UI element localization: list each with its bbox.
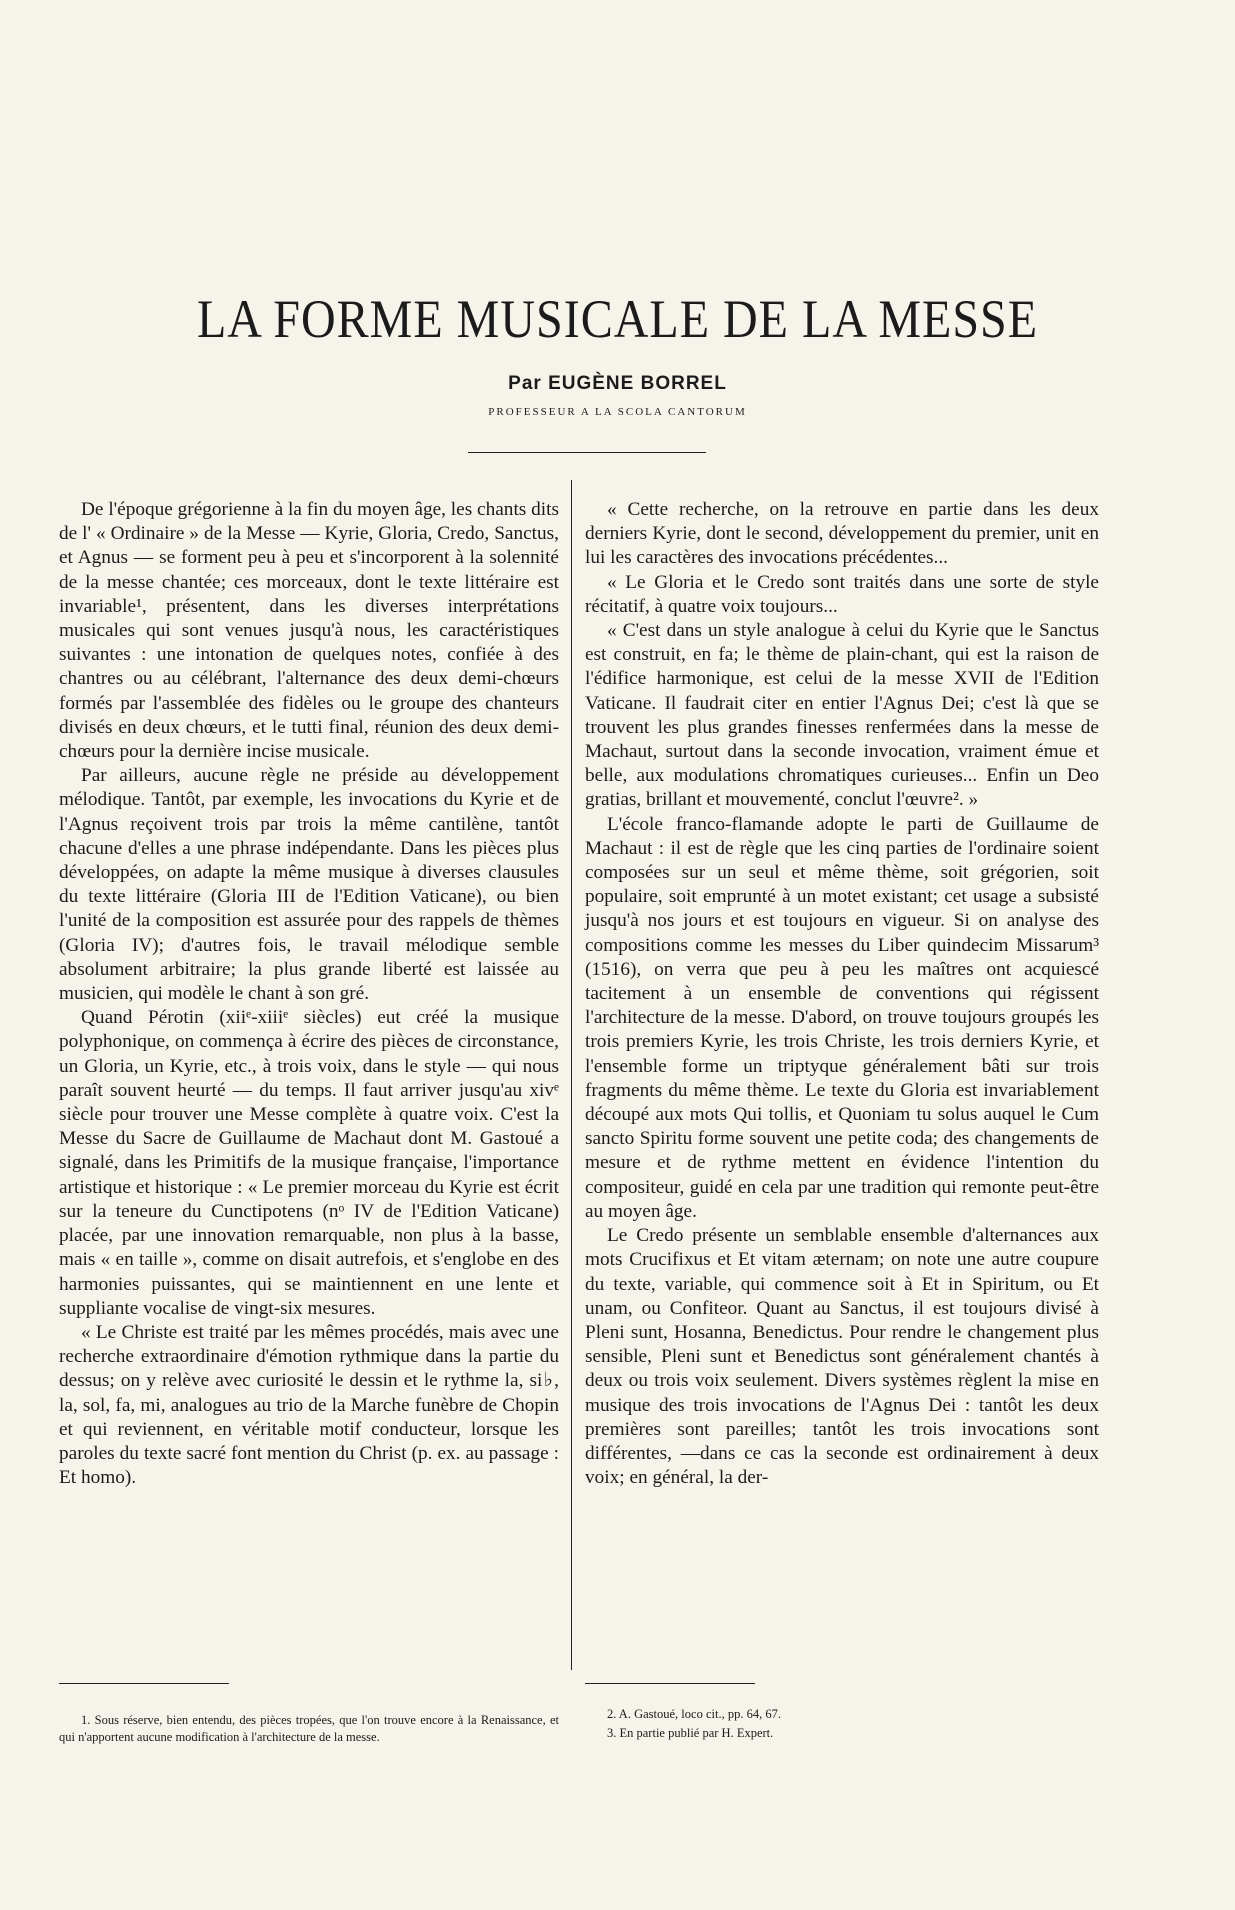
paragraph: De l'époque grégorienne à la fin du moyen âge, les chants dits de l' « Ordinaire » de la Messe — Kyrie, Gloria, Credo, Sanctus, et Agnus — se forment peu à peu et s'incorporent à la solennité de la messe chantée; ces morceaux, dont le texte littéraire est invariable¹, présentent, dans les diverses interprétations musicales qui sont venues jusqu'à nous, les caractéristiques suivantes : une intonation de quelques notes, confiée à des chantres ou au célébrant, l'alternance des deux demi-chœurs formés par l'assemblée des fidèles ou le groupe des chanteurs divisés en deux chœurs, et le tutti final, réunion des deux demi-chœurs pour la dernière incise musicale. <box>59 499 559 763</box>
article-title: LA FORME MUSICALE DE LA MESSE <box>196 289 1039 350</box>
footnote: 1. Sous réserve, bien entendu, des pièces tropées, que l'on trouve encore à la Renaissance, et qui n'apportent aucune modification à l'architecture de la messe. <box>59 1713 559 1744</box>
footnote-rule-left <box>59 1683 229 1684</box>
paragraph: « Le Gloria et le Credo sont traités dans une sorte de style récitatif, à quatre voix toujours... <box>585 571 1099 617</box>
column-divider <box>571 480 572 1670</box>
footnote-rule-right <box>585 1683 755 1684</box>
paragraph: L'école franco-flamande adopte le parti de Guillaume de Machaut : il est de règle que les cinq parties de l'ordinaire soient composées sur un seul et même thème, soit grégorien, soit populaire, soit emprunté à un motet existant; cet usage a subsisté jusqu'à nos jours et est toujours en vigueur. Si on analyse des compositions comme les messes du Liber quindecim Missarum³ (1516), on verra que peu à peu les maîtres ont acquiescé tacitement à un ensemble de conventions qui régissent l'architecture de la messe. D'abord, on trouve toujours groupés les trois premiers Kyrie, les trois Christe, les trois derniers Kyrie, et l'ensemble forme un triptyque généralement bâti sur trois fragments du même thème. Le texte du Gloria est invariablement découpé aux mots Qui tollis, et Quoniam tu solus auquel le Cum sancto Spiritu forme souvent une petite coda; des changements de mesure et de rythme mettent en évidence l'intention du compositeur, guidé en cela par une tradition qui remonte peut-être au moyen âge. <box>585 813 1099 1222</box>
right-column <box>585 498 1099 1490</box>
author-byline: Par EUGÈNE BORREL <box>508 373 727 394</box>
paragraph: Par ailleurs, aucune règle ne préside au développement mélodique. Tantôt, par exemple, les invocations du Kyrie et de l'Agnus reçoivent trois par trois la même cantilène, tantôt chacune d'elles a une phrase indépendante. Dans les pièces plus développées, on adapte la même musique à diverses clausules du texte littéraire (Gloria III de l'Edition Vaticane), ou bien l'unité de la composition est assurée pour des rappels de thèmes (Gloria IV); d'autres fois, le travail mélodique semble absolument arbitraire; la plus grande liberté est laissée au musicien, qui modèle le chant à son gré. <box>59 765 559 1005</box>
title-rule <box>468 452 706 453</box>
paragraph: « C'est dans un style analogue à celui du Kyrie que le Sanctus est construit, en fa; le thème de plain-chant, qui est la raison de l'édifice harmonique, est celui de la messe XVII de l'Edition Vaticane. Il faudrait citer en entier l'Agnus Dei; c'est là que se trouvent les plus grandes finesses renfermées dans la messe de Machaut, surtout dans la seconde invocation, vraiment émue et belle, aux modulations chromatiques curieuses... Enfin un Deo gratias, brillant et mouvementé, conclut l'œuvre². » <box>585 620 1099 811</box>
left-footnotes <box>59 1712 559 1748</box>
paragraph: Le Credo présente un semblable ensemble d'alternances aux mots Crucifixus et Et vitam æternam; on note une autre coupure du texte, variable, qui commence soit à Et in Spiritum, ou Et unam, ou Confiteor. Quant au Sanctus, il est toujours divisé à Pleni sunt, Hosanna, Benedictus. Pour rendre le changement plus sensible, Pleni sunt et Benedictus sont généralement chantés à deux ou trois voix seulement. Divers systèmes règlent la mise en musique des trois invocations de l'Agnus Dei : tantôt les deux premières sont pareilles; tantôt les trois invocations sont différentes, —dans ce cas la seconde est ordinairement à deux voix; en général, la der- <box>585 1225 1099 1489</box>
left-column <box>59 498 559 1490</box>
footnote: 2. A. Gastoué, loco cit., pp. 64, 67. <box>607 1707 781 1721</box>
footnote: 3. En partie publié par H. Expert. <box>607 1726 774 1740</box>
right-footnotes <box>585 1706 1099 1744</box>
paragraph: Quand Pérotin (xiiᵉ-xiiiᵉ siècles) eut créé la musique polyphonique, on commença à écrire des pièces de circonstance, un Gloria, un Kyrie, etc., à trois voix, dans le style — qui nous paraît souvent heurté — du temps. Il faut arriver jusqu'au xivᵉ siècle pour trouver une Messe complète à quatre voix. C'est la Messe du Sacre de Guillaume de Machaut dont M. Gastoué a signalé, dans les Primitifs de la musique française, l'importance artistique et historique : « Le premier morceau du Kyrie est écrit sur la teneure du Cunctipotens (nᵒ IV de l'Edition Vaticane) placée, par une innovation remarquable, non plus à la basse, mais « en taille », comme on disait autrefois, et s'englobe en des harmonies puissantes, qui se maintiennent en une lente et suppliante vocalise de vingt-six mesures. <box>59 1007 559 1319</box>
paragraph: « Le Christe est traité par les mêmes procédés, mais avec une recherche extraordinaire d'émotion rythmique dans la partie du dessus; on y relève avec curiosité le dessin et le rythme la, si♭, la, sol, fa, mi, analogues au trio de la Marche funèbre de Chopin et qui reviennent, en véritable motif conducteur, lorsque les paroles du texte sacré font mention du Christ (p. ex. au passage : Et homo). <box>59 1321 559 1489</box>
author-affiliation: PROFESSEUR A LA SCOLA CANTORUM <box>488 406 747 418</box>
paragraph: « Cette recherche, on la retrouve en partie dans les deux derniers Kyrie, dont le second, développement du premier, unit en lui les caractères des invocations précédentes... <box>585 499 1099 569</box>
